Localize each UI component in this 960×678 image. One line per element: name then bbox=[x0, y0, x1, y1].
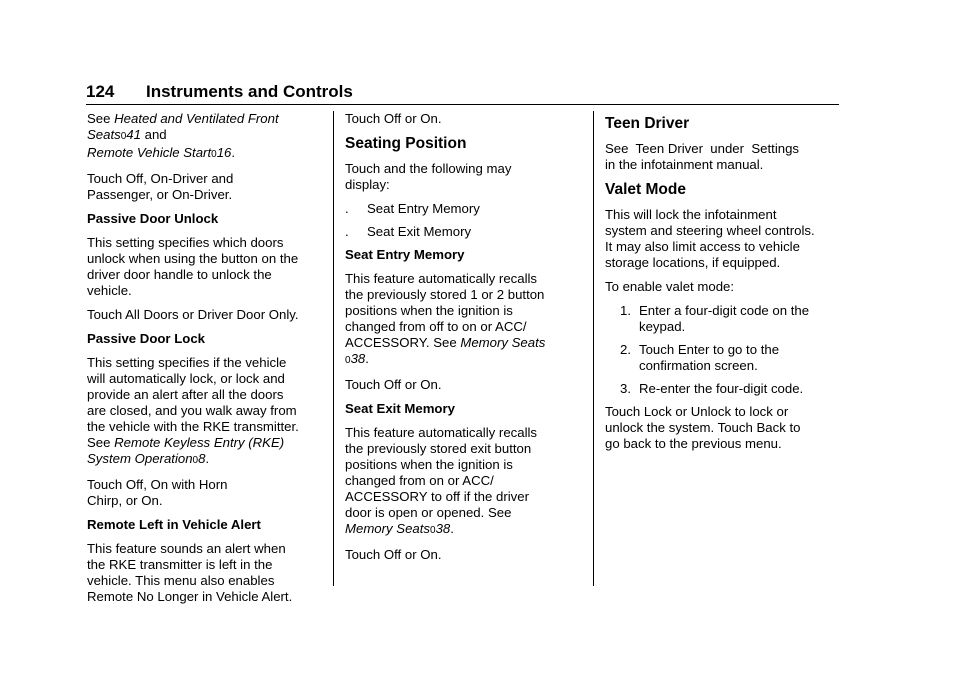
section-title: Instruments and Controls bbox=[146, 82, 353, 101]
text-line: This will lock the infotainment bbox=[605, 207, 777, 222]
text-line: Chirp, or On. bbox=[87, 493, 163, 508]
paragraph bbox=[345, 377, 585, 393]
bullet-item bbox=[345, 224, 585, 240]
text: . bbox=[205, 451, 210, 466]
page-ref[interactable]: 41 bbox=[126, 127, 141, 142]
text-line: the previously stored exit button bbox=[345, 441, 532, 456]
numbered-step bbox=[605, 303, 845, 335]
xref-link[interactable]: Remote Keyless Entry (RKE) bbox=[114, 435, 285, 450]
page-ref-icon: 0 bbox=[192, 455, 199, 466]
column-divider bbox=[593, 111, 594, 586]
text-line: Touch and the following may bbox=[345, 161, 512, 176]
text-line: vehicle. bbox=[87, 283, 132, 298]
text: . bbox=[231, 145, 236, 160]
page-ref[interactable]: 38 bbox=[350, 351, 366, 366]
step-text: keypad. bbox=[639, 319, 686, 334]
section-heading: Seating Position bbox=[345, 135, 467, 152]
text: See bbox=[87, 435, 115, 450]
paragraph bbox=[605, 207, 845, 271]
text-line: display: bbox=[345, 177, 390, 192]
text-line: unlock the system. Touch Back to bbox=[605, 420, 801, 435]
text-line: will automatically lock, or lock and bbox=[87, 371, 285, 386]
xref-link[interactable]: Heated and Ventilated Front bbox=[114, 111, 279, 126]
text-line: This feature sounds an alert when bbox=[87, 541, 286, 556]
text: . bbox=[450, 521, 454, 536]
text-line: in the infotainment manual. bbox=[605, 157, 764, 172]
text-line: provide an alert after all the doors bbox=[87, 387, 284, 402]
text-line: Touch Off, On with Horn bbox=[87, 477, 228, 492]
numbered-step bbox=[605, 342, 845, 374]
paragraph bbox=[87, 355, 327, 469]
paragraph bbox=[605, 141, 845, 173]
paragraph bbox=[87, 111, 327, 163]
xref-link[interactable]: Remote Vehicle Start bbox=[87, 145, 212, 160]
text-line: ACCESSORY to off if the driver bbox=[345, 489, 529, 504]
text-line: positions when the ignition is bbox=[345, 457, 513, 472]
xref-link[interactable]: Memory Seats bbox=[460, 335, 546, 350]
page-ref[interactable]: 38 bbox=[435, 521, 451, 536]
text: and bbox=[140, 127, 167, 142]
text-line: changed from on or ACC/ bbox=[345, 473, 494, 488]
paragraph bbox=[345, 161, 585, 193]
text-line: See Teen Driver under Settings bbox=[605, 141, 800, 156]
paragraph bbox=[87, 307, 327, 323]
subheading: Seat Entry Memory bbox=[345, 247, 465, 262]
paragraph bbox=[345, 547, 585, 563]
text: See bbox=[87, 111, 115, 126]
text-line: vehicle. This menu also enables bbox=[87, 573, 275, 588]
text-line: Touch Off, On-Driver and bbox=[87, 171, 234, 186]
subheading: Remote Left in Vehicle Alert bbox=[87, 517, 261, 532]
text-line: Touch Off or On. bbox=[345, 111, 442, 126]
subheading: Seat Exit Memory bbox=[345, 401, 455, 416]
paragraph bbox=[345, 425, 585, 539]
text-line: This setting specifies which doors bbox=[87, 235, 284, 250]
paragraph bbox=[87, 235, 327, 299]
text-line: Touch All Doors or Driver Door Only. bbox=[87, 307, 299, 322]
page-ref-icon: 0 bbox=[430, 525, 436, 536]
text-line: storage locations, if equipped. bbox=[605, 255, 781, 270]
step-text: Re-enter the four-digit code. bbox=[639, 381, 804, 396]
subheading: Passive Door Unlock bbox=[87, 211, 219, 226]
paragraph bbox=[87, 477, 327, 509]
paragraph bbox=[605, 404, 845, 452]
column-middle bbox=[345, 111, 585, 571]
page-ref-icon: 0 bbox=[345, 355, 351, 366]
column-left bbox=[87, 111, 327, 613]
text-line: unlock when using the button on the bbox=[87, 251, 299, 266]
text-line: are closed, and you walk away from bbox=[87, 403, 297, 418]
paragraph bbox=[345, 111, 585, 127]
step-number: 2. bbox=[620, 342, 631, 357]
column-divider bbox=[333, 111, 334, 586]
text-line: system and steering wheel controls. bbox=[605, 223, 815, 238]
text: ACCESSORY. See bbox=[345, 335, 461, 350]
bullet-text: Seat Exit Memory bbox=[367, 224, 472, 239]
bullet-icon: . bbox=[345, 201, 349, 216]
text-line: This feature automatically recalls bbox=[345, 271, 538, 286]
step-number: 3. bbox=[620, 381, 631, 396]
text-line: This feature automatically recalls bbox=[345, 425, 538, 440]
xref-link[interactable]: Memory Seats bbox=[345, 521, 431, 536]
text-line: Remote No Longer in Vehicle Alert. bbox=[87, 589, 293, 604]
paragraph bbox=[87, 171, 327, 203]
paragraph bbox=[345, 271, 585, 369]
text-line: positions when the ignition is bbox=[345, 303, 513, 318]
page-header bbox=[86, 82, 839, 105]
paragraph bbox=[605, 279, 845, 295]
xref-link[interactable]: System Operation bbox=[87, 451, 193, 466]
subheading: Passive Door Lock bbox=[87, 331, 206, 346]
text-line: the vehicle with the RKE transmitter. bbox=[87, 419, 299, 434]
page-ref[interactable]: 16 bbox=[216, 145, 232, 160]
text-line: driver door handle to unlock the bbox=[87, 267, 272, 282]
text-line: This setting specifies if the vehicle bbox=[87, 355, 287, 370]
numbered-step bbox=[605, 381, 845, 397]
step-text: Touch Enter to go to the bbox=[639, 342, 780, 357]
page-ref[interactable]: 8 bbox=[198, 451, 206, 466]
bullet-item bbox=[345, 201, 585, 217]
page-ref-icon: 0 bbox=[120, 131, 127, 142]
section-heading: Teen Driver bbox=[605, 115, 690, 132]
paragraph bbox=[87, 541, 327, 605]
text-line: Touch Lock or Unlock to lock or bbox=[605, 404, 789, 419]
text-line: To enable valet mode: bbox=[605, 279, 735, 294]
text-line: Touch Off or On. bbox=[345, 377, 442, 392]
text: . bbox=[365, 351, 369, 366]
text-line: door is open or opened. See bbox=[345, 505, 512, 520]
step-number: 1. bbox=[620, 303, 631, 318]
page-ref-icon: 0 bbox=[211, 149, 217, 160]
step-text: Enter a four-digit code on the bbox=[639, 303, 810, 318]
xref-link[interactable]: Seats bbox=[87, 127, 121, 142]
text-line: go back to the previous menu. bbox=[605, 436, 782, 451]
text-line: changed from off to on or ACC/ bbox=[345, 319, 527, 334]
text-line: Touch Off or On. bbox=[345, 547, 442, 562]
text-line: the previously stored 1 or 2 button bbox=[345, 287, 545, 302]
text-line: It may also limit access to vehicle bbox=[605, 239, 800, 254]
bullet-icon: . bbox=[345, 224, 349, 239]
step-text: confirmation screen. bbox=[639, 358, 758, 373]
section-heading: Valet Mode bbox=[605, 181, 686, 198]
text-line: Passenger, or On-Driver. bbox=[87, 187, 233, 202]
text-line: the RKE transmitter is left in the bbox=[87, 557, 273, 572]
page-number: 124 bbox=[86, 82, 115, 101]
bullet-text: Seat Entry Memory bbox=[367, 201, 480, 216]
column-right bbox=[605, 111, 845, 460]
